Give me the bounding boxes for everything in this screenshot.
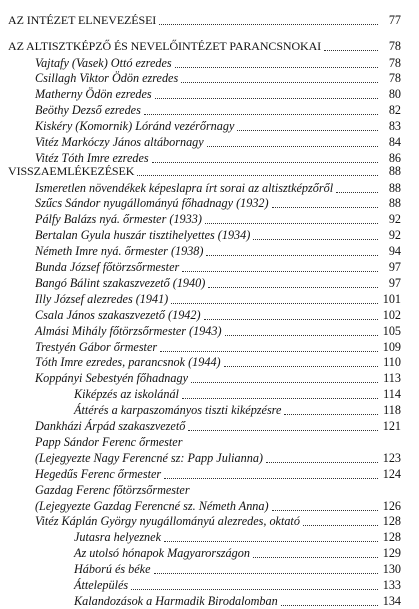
- toc-entry: [0, 243, 419, 259]
- toc-entry-page-number: 128: [382, 514, 401, 529]
- toc-entry-page-number: 92: [388, 212, 401, 227]
- dot-leader: [208, 287, 378, 288]
- dot-leader: [182, 398, 378, 399]
- dot-leader: [191, 382, 378, 383]
- toc-entry-page-number: 78: [388, 55, 401, 70]
- toc-entry-page-number: 97: [388, 275, 401, 290]
- toc-entry-page-number: 102: [382, 307, 401, 322]
- toc-entry-title: Gazdag Ferenc főtörzsőrmester: [35, 482, 190, 497]
- toc-entry-page-number: 83: [388, 119, 401, 134]
- dot-leader: [188, 430, 378, 431]
- dot-leader: [171, 303, 378, 304]
- dot-leader: [131, 589, 378, 590]
- toc-entry: [0, 466, 419, 482]
- toc-entry-title: Ismeretlen növendékek képeslapra írt sorai az altisztképzőről: [35, 180, 334, 195]
- toc-entry-page-number: 123: [382, 450, 401, 465]
- toc-entry: [0, 259, 419, 275]
- toc-entry-title: Szűcs Sándor nyugállományú főhadnagy (1932): [35, 196, 269, 211]
- toc-subentry-page-number: 129: [382, 546, 401, 561]
- dot-leader: [144, 114, 378, 115]
- toc-entry-title: Illy József alezredes (1941): [35, 291, 169, 306]
- dot-leader: [266, 462, 378, 463]
- toc-entry-page-number: 88: [388, 180, 401, 195]
- toc-subentry-page-number: 134: [382, 593, 401, 608]
- toc-subentry-page-number: 128: [382, 530, 401, 545]
- toc-entry-title: (Lejegyezte Nagy Ferencné sz: Papp Julianna): [35, 450, 263, 465]
- toc-subentry: [0, 561, 419, 577]
- toc-entry: [0, 195, 419, 211]
- toc-entry-page-number: 94: [388, 244, 401, 259]
- toc-entry-page-number: 121: [382, 419, 401, 433]
- toc-entry-title: Csala János szakaszvezető (1942): [35, 307, 201, 322]
- dot-leader: [205, 223, 378, 224]
- toc-entry-title: Németh Imre nyá. őrmester (1938): [35, 244, 204, 259]
- toc-subentry-page-number: 133: [382, 578, 401, 592]
- dot-leader: [181, 82, 378, 83]
- dot-leader: [225, 335, 378, 336]
- dot-leader: [175, 67, 378, 68]
- dot-leader: [159, 24, 378, 25]
- toc-entry: [0, 102, 419, 118]
- toc-subentry-title: Kalandozások a Harmadik Birodalomban: [74, 593, 278, 608]
- dot-leader: [281, 605, 378, 606]
- dot-leader: [336, 192, 378, 193]
- dot-leader: [206, 255, 378, 256]
- toc-section-heading-page-number: 78: [388, 39, 401, 53]
- dot-leader: [182, 271, 378, 272]
- toc-entry-title: Vajtafy (Vasek) Ottó ezredes: [35, 55, 172, 70]
- toc-entry-title: Vitéz Káplán György nyugállományú alezredes, oktató: [35, 514, 300, 529]
- toc-entry-title: Trestyén Gábor őrmester: [35, 339, 158, 354]
- dot-leader: [324, 50, 378, 51]
- toc-entry-title: Bangó Bálint szakaszvezető (1940): [35, 275, 206, 290]
- dot-leader: [164, 541, 378, 542]
- toc-section-heading-title: VISSZAEMLÉKEZÉSEK: [8, 164, 135, 178]
- toc-entry-title: Kiskéry (Komornik) Lóránd vezérőrnagy: [35, 119, 235, 134]
- toc-entry: [0, 134, 419, 150]
- toc-entry-page-number: 109: [382, 339, 401, 354]
- toc-entry-title: (Lejegyezte Gazdag Ferencné sz. Németh Anna): [35, 498, 269, 513]
- toc-entry: [0, 482, 419, 498]
- toc-section-heading-page-number: 88: [388, 164, 401, 178]
- toc-subentry: [0, 593, 419, 609]
- toc-entry: [0, 513, 419, 529]
- dot-leader: [303, 525, 378, 526]
- toc-entry: [0, 339, 419, 355]
- toc-entry: [0, 211, 419, 227]
- toc-subentry: [0, 386, 419, 402]
- toc-subentry-page-number: 130: [382, 562, 401, 577]
- dot-leader: [155, 98, 378, 99]
- toc-entry-page-number: 84: [388, 135, 401, 149]
- toc-entry-page-number: 80: [388, 87, 401, 102]
- toc-entry-title: Dankházi Árpád szakaszvezető: [35, 419, 186, 433]
- dot-leader: [164, 478, 378, 479]
- toc-entry: [0, 55, 419, 71]
- toc-entry-title: Matherny Ödön ezredes: [35, 87, 152, 102]
- toc-entry: [0, 291, 419, 307]
- toc-entry-title: Pálfy Balázs nyá. őrmester (1933): [35, 212, 202, 227]
- toc-subentry: [0, 402, 419, 418]
- toc-subentry-title: Áttérés a karpaszományos tiszti kiképzésre: [74, 403, 282, 418]
- toc-entry: [0, 275, 419, 291]
- dot-leader: [160, 351, 378, 352]
- dot-leader: [253, 239, 378, 240]
- toc-entry: [0, 498, 419, 514]
- toc-section-heading-page-number: 77: [388, 13, 401, 27]
- toc-subentry-page-number: 118: [383, 403, 401, 418]
- toc-section-heading: [0, 163, 419, 179]
- toc-entry-title: Almási Mihály főtörzsőrmester (1943): [35, 323, 222, 338]
- toc-entry-title: Hegedűs Ferenc őrmester: [35, 466, 162, 481]
- toc-section-heading: [0, 12, 419, 28]
- toc-entry-page-number: 88: [388, 196, 401, 211]
- toc-subentry-title: Háború és béke: [74, 562, 151, 577]
- toc-entry-page-number: 110: [383, 355, 401, 370]
- dot-leader: [204, 319, 378, 320]
- toc-entry: [0, 180, 419, 196]
- dot-leader: [272, 207, 378, 208]
- dot-leader: [207, 146, 378, 147]
- toc-subentry-title: Áttelepülés: [74, 578, 129, 592]
- toc-entry-page-number: 97: [388, 260, 401, 274]
- toc-entry-title: Koppányi Sebestyén főhadnagy: [35, 371, 188, 386]
- toc-entry-title: Vitéz Markóczy János altábornagy: [35, 135, 204, 149]
- toc-entry-page-number: 86: [388, 150, 401, 165]
- toc-subentry: [0, 545, 419, 561]
- toc-entry-page-number: 78: [388, 71, 401, 86]
- dot-leader: [137, 175, 378, 176]
- toc-entry-title: Papp Sándor Ferenc őrmester: [35, 434, 183, 449]
- toc-entry-page-number: 126: [382, 498, 401, 513]
- toc-subentry: [0, 577, 419, 593]
- toc-entry: [0, 118, 419, 134]
- toc-entry-page-number: 105: [382, 323, 401, 338]
- toc-subentry-title: Kiképzés az iskolánál: [74, 387, 179, 402]
- toc-entry: [0, 70, 419, 86]
- dot-leader: [154, 573, 379, 574]
- toc-subentry: [0, 529, 419, 545]
- dot-leader: [253, 557, 378, 558]
- toc-subentry-title: Az utolsó hónapok Magyarországon: [74, 546, 250, 561]
- toc-entry-title: Bunda József főtörzsőrmester: [35, 260, 180, 274]
- toc-section-heading-title: AZ INTÉZET ELNEVEZÉSEI: [8, 13, 157, 27]
- toc-entry-title: Tóth Imre ezredes, parancsnok (1944): [35, 355, 221, 370]
- toc-entry-page-number: 124: [382, 466, 401, 481]
- toc-entry-title: Vitéz Tóth Imre ezredes: [35, 150, 149, 165]
- toc-entry: [0, 354, 419, 370]
- toc-entry-page-number: 113: [383, 371, 401, 386]
- dot-leader: [237, 130, 378, 131]
- toc-section-heading-title: AZ ALTISZTKÉPZŐ ÉS NEVELŐINTÉZET PARANCSNOKAI: [8, 39, 322, 53]
- toc-entry-title: Csillagh Viktor Ödön ezredes: [35, 71, 179, 86]
- toc-subentry-page-number: 114: [383, 387, 401, 402]
- toc-subentry-title: Jutasra helyeznek: [74, 530, 161, 545]
- toc-entry: [0, 434, 419, 450]
- toc-entry-page-number: 82: [388, 103, 401, 118]
- toc-entry-title: Beöthy Dezső ezredes: [35, 103, 141, 118]
- dot-leader: [284, 414, 378, 415]
- toc-entry-page-number: 92: [388, 228, 401, 243]
- toc-entry: [0, 418, 419, 434]
- toc-entry-title: Bertalan Gyula huszár tisztihelyettes (1934): [35, 228, 251, 243]
- toc-entry: [0, 323, 419, 339]
- toc-section-heading: [0, 38, 419, 54]
- toc-entry-page-number: 101: [382, 291, 401, 306]
- dot-leader: [224, 366, 378, 367]
- dot-leader: [272, 510, 378, 511]
- toc-entry: [0, 86, 419, 102]
- toc-entry: [0, 450, 419, 466]
- toc-entry: [0, 227, 419, 243]
- toc-entry: [0, 307, 419, 323]
- toc-entry: [0, 370, 419, 386]
